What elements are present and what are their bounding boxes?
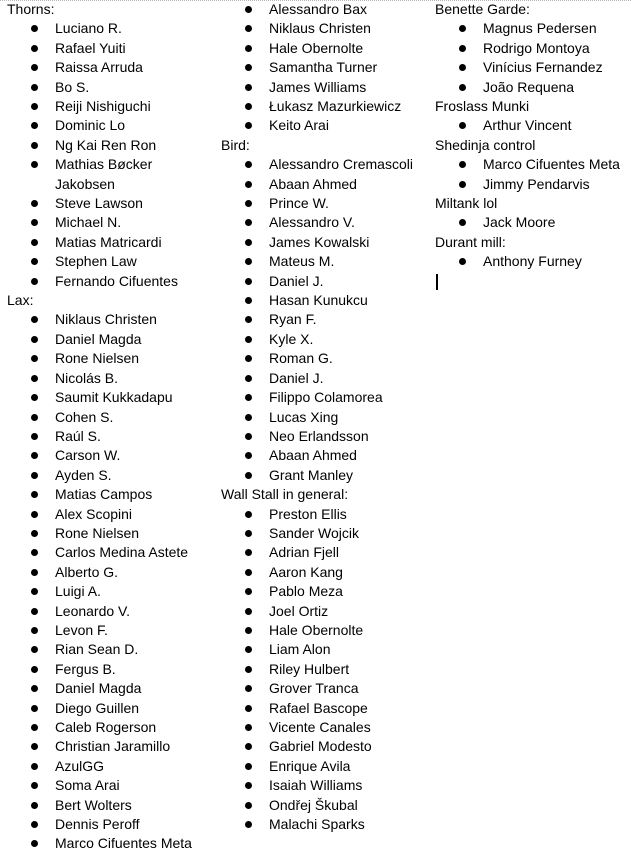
section-title-durant-mill[interactable]: Durant mill: — [435, 233, 506, 250]
list-item[interactable]: Michael N. — [7, 213, 212, 232]
list-item[interactable]: Adrian Fjell — [221, 543, 426, 562]
list-item[interactable]: Jack Moore — [435, 213, 631, 232]
section-title-miltank-lol[interactable]: Miltank lol — [435, 195, 498, 212]
section-title-thorns[interactable]: Thorns: — [7, 1, 55, 17]
list-item[interactable]: Levon F. — [7, 621, 212, 640]
list-item[interactable]: Daniel Magda — [7, 679, 212, 698]
list-item[interactable]: Christian Jaramillo — [7, 737, 212, 756]
list-item[interactable]: Ondřej Škubal — [221, 796, 426, 815]
list-item[interactable]: Cohen S. — [7, 408, 212, 427]
list-item[interactable]: Rodrigo Montoya — [435, 39, 631, 58]
list-wall-stall — [221, 505, 426, 835]
list-item[interactable]: Nicolás B. — [7, 369, 212, 388]
list-item[interactable]: Alessandro Cremascoli — [221, 155, 426, 174]
list-item[interactable]: Alex Scopini — [7, 505, 212, 524]
list-item[interactable]: Niklaus Christen — [7, 310, 212, 329]
list-item[interactable]: Fernando Cifuentes — [7, 272, 212, 291]
list-item[interactable]: Rone Nielsen — [7, 349, 212, 368]
list-durant-mill — [435, 252, 631, 271]
list-miltank-lol — [435, 213, 631, 232]
list-item[interactable]: Riley Hulbert — [221, 660, 426, 679]
list-item[interactable]: Leonardo V. — [7, 602, 212, 621]
column-2 — [221, 0, 426, 834]
list-lax — [7, 310, 212, 853]
list-item[interactable]: Hale Obernolte — [221, 621, 426, 640]
list-item[interactable]: Joel Ortiz — [221, 602, 426, 621]
list-item[interactable]: Abaan Ahmed — [221, 446, 426, 465]
list-item[interactable]: Luigi A. — [7, 582, 212, 601]
list-item[interactable]: Caleb Rogerson — [7, 718, 212, 737]
section-title-wall-stall[interactable]: Wall Stall in general: — [221, 486, 349, 503]
list-item[interactable]: Alberto G. — [7, 563, 212, 582]
list-item[interactable]: Rafael Bascope — [221, 699, 426, 718]
list-item[interactable]: Soma Arai — [7, 776, 212, 795]
list-item[interactable]: Lucas Xing — [221, 408, 426, 427]
list-item[interactable]: Daniel Magda — [7, 330, 212, 349]
list-item[interactable]: Neo Erlandsson — [221, 427, 426, 446]
list-item[interactable]: Malachi Sparks — [221, 815, 426, 834]
list-item[interactable]: Isaiah Williams — [221, 776, 426, 795]
list-item[interactable]: Matias Campos — [7, 485, 212, 504]
section-title-benette-garde[interactable]: Benette Garde: — [435, 1, 530, 17]
section-title-lax[interactable]: Lax: — [7, 292, 34, 309]
list-item[interactable]: Keito Arai — [221, 116, 426, 135]
list-item[interactable]: Liam Alon — [221, 640, 426, 659]
list-item[interactable]: Samantha Turner — [221, 58, 426, 77]
section-title-bird[interactable]: Bird: — [221, 136, 250, 153]
list-benette-garde — [435, 19, 631, 97]
list-item[interactable]: Anthony Furney — [435, 252, 631, 271]
list-item[interactable]: Mateus M. — [221, 252, 426, 271]
list-shedinja-control — [435, 155, 631, 194]
list-item[interactable]: Magnus Pedersen — [435, 19, 631, 38]
text-cursor — [436, 274, 438, 290]
list-item[interactable]: Reiji Nishiguchi — [7, 97, 212, 116]
list-froslass-munki — [435, 116, 631, 135]
list-item[interactable]: Rone Nielsen — [7, 524, 212, 543]
list-item[interactable]: Rafael Yuiti — [7, 39, 212, 58]
list-item[interactable]: Grant Manley — [221, 466, 426, 485]
list-item[interactable]: Luciano R. — [7, 19, 212, 38]
list-item[interactable]: James Williams — [221, 78, 426, 97]
list-item[interactable]: Grover Tranca — [221, 679, 426, 698]
list-lax-continued — [221, 0, 426, 136]
list-item[interactable]: James Kowalski — [221, 233, 426, 252]
column-3 — [435, 0, 631, 290]
list-item[interactable]: Ryan F. — [221, 310, 426, 329]
list-item[interactable]: Vicente Canales — [221, 718, 426, 737]
list-item[interactable]: Vinícius Fernandez — [435, 58, 631, 77]
list-item[interactable]: Saumit Kukkadapu — [7, 388, 212, 407]
list-item[interactable]: Hale Obernolte — [221, 39, 426, 58]
list-item[interactable]: Alessandro V. — [221, 213, 426, 232]
list-item[interactable]: Stephen Law — [7, 252, 212, 271]
list-item[interactable]: Kyle X. — [221, 330, 426, 349]
list-bird — [221, 155, 426, 485]
list-item[interactable]: Ayden S. — [7, 466, 212, 485]
list-item[interactable]: Daniel J. — [221, 272, 426, 291]
list-item[interactable]: Jimmy Pendarvis — [435, 175, 631, 194]
list-item[interactable]: Niklaus Christen — [221, 19, 426, 38]
list-item[interactable]: Sander Wojcik — [221, 524, 426, 543]
list-item[interactable]: Raúl S. — [7, 427, 212, 446]
list-item[interactable]: Gabriel Modesto — [221, 737, 426, 756]
list-item[interactable]: Preston Ellis — [221, 505, 426, 524]
list-item[interactable]: Steve Lawson — [7, 194, 212, 213]
list-item[interactable]: Diego Guillen — [7, 699, 212, 718]
list-item[interactable]: Arthur Vincent — [435, 116, 631, 135]
list-item[interactable]: Raissa Arruda — [7, 58, 212, 77]
list-item[interactable]: João Requena — [435, 78, 631, 97]
list-item[interactable]: Rian Sean D. — [7, 640, 212, 659]
list-item[interactable]: Carlos Medina Astete — [7, 543, 212, 562]
list-item[interactable]: Dominic Lo — [7, 116, 212, 135]
list-item[interactable]: Łukasz Mazurkiewicz — [221, 97, 426, 116]
list-item[interactable]: Daniel J. — [221, 369, 426, 388]
list-item[interactable]: Matias Matricardi — [7, 233, 212, 252]
list-item[interactable]: Carson W. — [7, 446, 212, 465]
list-item[interactable]: Prince W. — [221, 194, 426, 213]
list-item[interactable]: Alessandro Bax — [221, 0, 426, 19]
list-item[interactable]: Ng Kai Ren Ron — [7, 136, 212, 155]
list-item[interactable]: Mathias Bøcker Jakobsen — [7, 155, 212, 194]
list-item[interactable]: Marco Cifuentes Meta — [435, 155, 631, 174]
list-item[interactable]: Roman G. — [221, 349, 426, 368]
list-item[interactable]: Aaron Kang — [221, 563, 426, 582]
list-item[interactable]: Hasan Kunukcu — [221, 291, 426, 310]
list-item[interactable]: Enrique Avila — [221, 757, 426, 776]
list-item[interactable]: Bert Wolters — [7, 796, 212, 815]
list-item[interactable]: Filippo Colamorea — [221, 388, 426, 407]
list-item[interactable]: Bo S. — [7, 78, 212, 97]
section-title-shedinja-control[interactable]: Shedinja control — [435, 136, 536, 153]
list-thorns — [7, 19, 212, 291]
list-item[interactable]: Fergus B. — [7, 660, 212, 679]
list-item[interactable]: Marco Cifuentes Meta — [7, 834, 212, 853]
list-item[interactable]: Dennis Peroff — [7, 815, 212, 834]
section-title-froslass-munki[interactable]: Froslass Munki — [435, 98, 530, 115]
list-item[interactable]: Pablo Meza — [221, 582, 426, 601]
list-item[interactable]: Abaan Ahmed — [221, 175, 426, 194]
list-item[interactable]: AzulGG — [7, 757, 212, 776]
column-1 — [7, 0, 212, 854]
